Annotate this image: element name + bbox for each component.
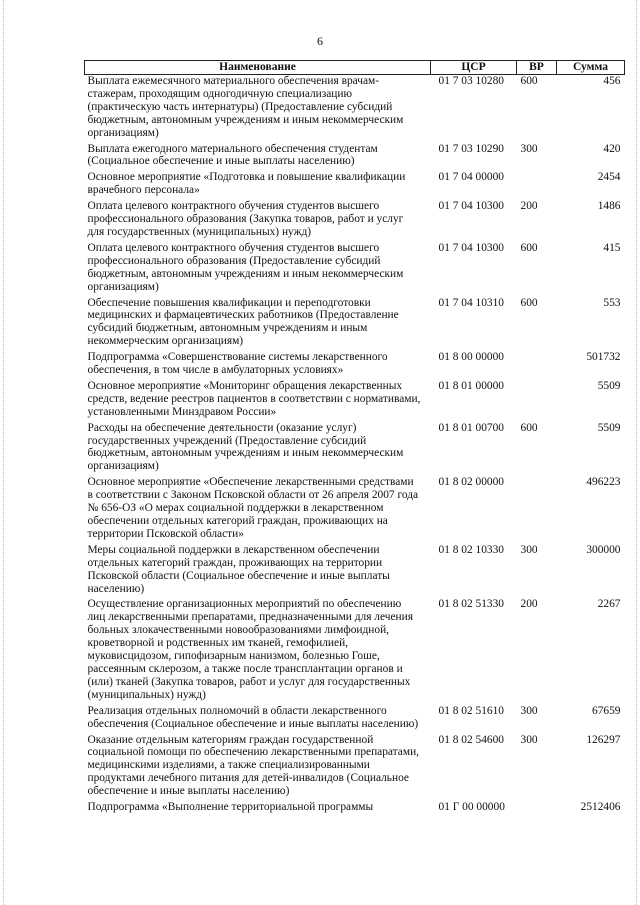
cell-vr: 600 <box>520 241 538 254</box>
cell-csr: 01 7 04 00000 <box>438 171 504 184</box>
cell-csr: 01 8 02 51610 <box>438 704 504 717</box>
scan-edge-left <box>3 0 5 905</box>
table-row <box>85 734 625 802</box>
table-row <box>85 705 625 734</box>
cell-name: Выплата ежемесячного материального обеспечения врачам-стажерам, проходящим одногодичную специализацию (практическую часть интернатуры) (Предоставление субсидий бюджетным, автономным учреждениям и иным некоммерческим организациям) <box>87 75 404 139</box>
cell-vr: 200 <box>520 200 538 213</box>
header-sum: Сумма <box>557 61 625 75</box>
cell-sum: 5509 <box>597 421 621 434</box>
cell-vr <box>517 171 557 200</box>
cell-sum: 2454 <box>597 171 621 184</box>
table-row <box>85 544 625 599</box>
cell-sum: 2267 <box>597 598 621 611</box>
cell-name: Оказание отдельным категориям граждан государственной социальной помощи по обеспечению лекарственными препаратами, медицинскими изделиями, а также специализированными продуктами лечебного питания для детей-инвалидов (Социальное обеспечение и иные выплаты населению) <box>87 733 420 798</box>
cell-vr: 300 <box>520 142 538 155</box>
cell-csr: 01 8 02 51330 <box>438 598 504 611</box>
table-row <box>85 297 625 352</box>
cell-sum: 5509 <box>597 379 621 392</box>
table-row <box>85 380 625 422</box>
cell-name: Реализация отдельных полномочий в области лекарственного обеспечения (Социальное обеспечение и иные выплаты населению) <box>87 704 419 730</box>
table-row <box>85 422 625 477</box>
cell-csr: 01 7 03 10280 <box>438 75 504 87</box>
cell-sum: 126297 <box>586 733 621 746</box>
budget-table <box>84 60 625 817</box>
cell-sum: 496223 <box>586 476 621 489</box>
table-row <box>85 242 625 297</box>
cell-vr: 300 <box>520 733 538 746</box>
table-row <box>85 143 625 172</box>
cell-csr: 01 7 04 10300 <box>438 200 504 213</box>
cell-name: Обеспечение повышения квалификации и переподготовки медицинских и фармацевтических работников (Предоставление субсидий бюджетным, автономным учреждениям и иным некоммерческим организациям) <box>87 296 399 348</box>
header-csr: ЦСР <box>431 61 517 75</box>
cell-csr: 01 8 00 00000 <box>438 351 504 364</box>
scan-edge-right <box>636 0 638 905</box>
table-row <box>85 476 625 544</box>
cell-csr: 01 8 01 00700 <box>438 421 504 434</box>
cell-sum: 456 <box>603 75 621 87</box>
cell-vr <box>517 476 557 544</box>
cell-name: Осуществление организационных мероприятий по обеспечению лиц лекарственными препаратами, предназначенными для лечения больных злокачественными новообразованиями лимфоидной, кроветворной и родственных им тканей, гемофилией, муковисцидозом, гипофизарным нанизмом, болезнью Гоше, рассеянным склерозом, а также после трансплантации органов и (или) тканей (Закупка товаров, работ и услуг для государственных (муниципальных) нужд) <box>87 598 413 701</box>
cell-sum: 501732 <box>586 351 621 364</box>
cell-vr: 600 <box>520 296 538 309</box>
cell-vr: 300 <box>520 543 538 556</box>
cell-sum: 420 <box>603 142 621 155</box>
cell-csr: 01 7 03 10290 <box>438 142 504 155</box>
cell-sum: 415 <box>603 241 621 254</box>
cell-csr: 01 Г 00 00000 <box>438 801 505 814</box>
table-header-row <box>85 61 625 75</box>
cell-sum: 67659 <box>592 704 621 717</box>
cell-name: Подпрограмма «Выполнение территориальной программы <box>87 801 374 814</box>
header-name: Наименование <box>85 61 431 75</box>
cell-name: Основное мероприятие «Подготовка и повышение квалификации врачебного персонала» <box>87 171 406 197</box>
cell-name: Основное мероприятие «Обеспечение лекарственными средствами в соответствии с Законом Псковской области от 26 апреля 2007 года № 656-ОЗ «О мерах социальной поддержки в лекарственном обеспечении отдельных категорий граждан, проживающих на территории Псковской области» <box>87 476 419 540</box>
cell-csr: 01 8 02 00000 <box>438 476 504 489</box>
cell-sum: 553 <box>603 296 621 309</box>
cell-name: Оплата целевого контрактного обучения студентов высшего профессионального образования (Предоставление субсидий бюджетным, автономным учреждениям и иным некоммерческим организациям) <box>87 241 404 293</box>
header-vr: ВР <box>517 61 557 75</box>
table-row <box>85 351 625 380</box>
cell-vr: 200 <box>520 598 538 611</box>
cell-name: Основное мероприятие «Мониторинг обращения лекарственных средств, ведение реестров пациентов в соответствии с нормативами, установленными Минздравом России» <box>87 379 421 418</box>
cell-name: Меры социальной поддержки в лекарственном обеспечении отдельных категорий граждан, проживающих на территории Псковской области (Социальное обеспечение и иные выплаты населению) <box>87 543 390 595</box>
cell-sum: 300000 <box>586 543 621 556</box>
cell-name: Подпрограмма «Совершенствование системы лекарственного обеспечения, в том числе в амбулаторных условиях» <box>87 351 388 377</box>
table-row <box>85 200 625 242</box>
cell-vr: 600 <box>520 421 538 434</box>
cell-name: Расходы на обеспечение деятельности (оказание услуг) государственных учреждений (Предоставление субсидий бюджетным, автономным учреждениям и иным некоммерческим организациям) <box>87 421 404 473</box>
cell-vr: 600 <box>520 75 538 87</box>
cell-name: Выплата ежегодного материального обеспечения студентам (Социальное обеспечение и иные выплаты населению) <box>87 142 378 168</box>
cell-vr <box>517 801 557 817</box>
cell-vr: 300 <box>520 704 538 717</box>
cell-csr: 01 7 04 10300 <box>438 241 504 254</box>
table-row <box>85 801 625 817</box>
cell-name: Оплата целевого контрактного обучения студентов высшего профессионального образования (Закупка товаров, работ и услуг для государственных (муниципальных) нужд) <box>87 200 404 238</box>
cell-sum: 2512406 <box>580 801 621 814</box>
cell-csr: 01 8 02 10330 <box>438 543 504 556</box>
table-body <box>85 75 625 817</box>
table-row <box>85 75 625 143</box>
cell-csr: 01 7 04 10310 <box>438 296 504 309</box>
table-row <box>85 171 625 200</box>
page-number: 6 <box>317 34 323 48</box>
cell-sum: 1486 <box>597 200 621 213</box>
cell-csr: 01 8 02 54600 <box>438 733 504 746</box>
cell-vr <box>517 351 557 380</box>
cell-vr <box>517 380 557 422</box>
table-row <box>85 598 625 704</box>
cell-csr: 01 8 01 00000 <box>438 379 504 392</box>
